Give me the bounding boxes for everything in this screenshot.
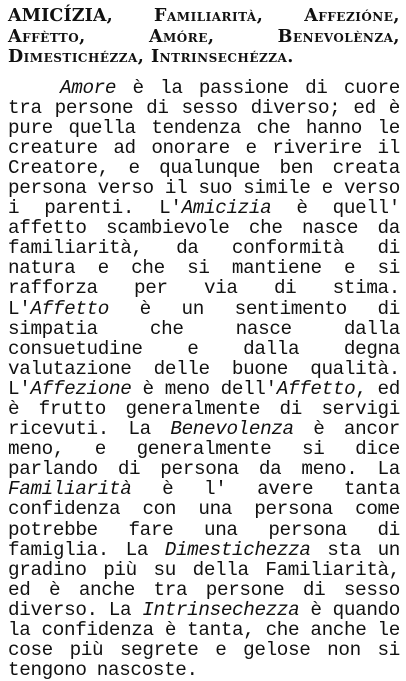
headword: AMICÍZIA [8, 6, 107, 26]
term-benevolenza: Benevolenza [170, 418, 294, 441]
term-dimestichezza: Dimestichezza [164, 538, 311, 561]
definition-text: è quell' affetto scambievole che nasce da familiarità, da conformità di natura e che si mantiene e si rafforza per via di stima. L' [8, 197, 400, 320]
entry-heading [8, 6, 400, 68]
definition-text: , ed è frutto generalmente di servigi ricevuti. La [8, 377, 400, 441]
term-amicizia: Amicizia [181, 197, 272, 220]
definition-text: è un sentimento di simpatia che nasce dalla consuetudine e dalla degna valutazione delle buone qualità. L' [8, 297, 400, 400]
definition-text: è quando la confidenza è tanta, che anche le cose più segrete e gelose non si tengono nascoste. [8, 598, 400, 681]
synonyms-list: , Familiarità, Affezióne, Affètto, Amóre, Benevolènza, Dimestichézza, Intrinsechézza. [8, 6, 400, 67]
term-intrinsechezza: Intrinsechezza [142, 598, 300, 621]
definition-text: è ancor meno, e generalmente si dice parlando di persona da meno. La [8, 418, 401, 481]
definition-text: è meno dell' [131, 377, 277, 400]
term-amore: Amore [60, 76, 117, 99]
definition-text: è la passione di cuore tra persone di sesso diverso; ed è pure quella tendenza che hanno le creature ad onorare e riverire il Creatore, e qualunque ben creata persona verso il suo simile e verso i parenti. L' [8, 76, 400, 220]
definition-text: sta un gradino più su della Familiarità, ed è anche tra persone di sesso diverso. La [8, 538, 401, 621]
term-affezione: Affezione [30, 377, 132, 400]
definition-text: è l' avere tanta confidenza con una persona come potrebbe fare una persona di famiglia. La [8, 478, 400, 561]
entry-body [8, 78, 400, 681]
term-affetto: Affetto [276, 377, 356, 400]
term-familiarita: Familiarità [8, 478, 132, 501]
term-affetto: Affetto [30, 297, 109, 320]
definition-paragraph [8, 78, 400, 681]
